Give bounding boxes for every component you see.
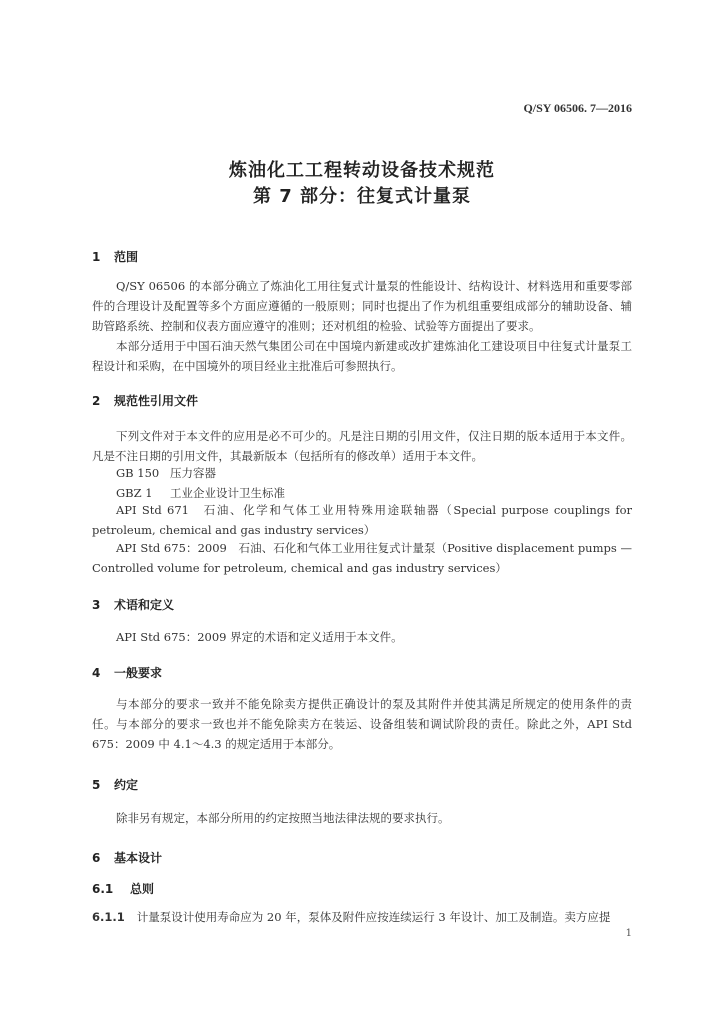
- document-title: 炼油化工工程转动设备技术规范: [229, 160, 495, 181]
- section-heading-3: [92, 596, 174, 613]
- section-title: 基本设计: [114, 851, 163, 865]
- section-title: 术语和定义: [114, 598, 175, 612]
- section-heading-2: [92, 392, 198, 409]
- section-number: 2: [92, 394, 101, 408]
- paragraph: 本部分适用于中国石油天然气集团公司在中国境内新建或改扩建炼油化工建设项目中往复式计量泵工程设计和采购，在中国境外的项目经业主批准后可参照执行。: [92, 339, 632, 373]
- section-title: 总则: [130, 882, 155, 896]
- reference-code: GBZ 1: [116, 486, 153, 500]
- clause-6-1-1: [92, 909, 632, 925]
- section-number: 6.1: [92, 882, 114, 896]
- section-number: 1: [92, 250, 101, 264]
- section-title: 约定: [114, 778, 139, 792]
- section-title: 规范性引用文件: [114, 394, 199, 408]
- section-number: 5: [92, 778, 101, 792]
- reference-item: API Std 675：2009 石油、石化和气体工业用往复式计量泵（Positive displacement pumps — Controlled volume for petroleum, chemical and gas industry services）: [92, 541, 632, 575]
- page-number: 1: [625, 928, 632, 939]
- standard-code: Q/SY 06506. 7—2016: [523, 101, 632, 115]
- subsection-heading-6-1: [92, 880, 154, 897]
- clause-text: 计量泵设计使用寿命应为 20 年，泵体及附件应按连续运行 3 年设计、加工及制造。卖方应提: [136, 910, 611, 924]
- paragraph: 下列文件对于本文件的应用是必不可少的。凡是注日期的引用文件，仅注日期的版本适用于本文件。凡是不注日期的引用文件，其最新版本（包括所有的修改单）适用于本文件。: [92, 429, 632, 463]
- section-number: 3: [92, 598, 101, 612]
- paragraph: 除非另有规定，本部分所用的约定按照当地法律法规的要求执行。: [116, 811, 450, 825]
- section-heading-6: [92, 849, 162, 866]
- reference-title: 工业企业设计卫生标准: [170, 486, 285, 500]
- section-title: 一般要求: [114, 666, 163, 680]
- section-number: 6: [92, 851, 101, 865]
- section-title: 范围: [114, 250, 139, 264]
- section-heading-1: [92, 248, 138, 265]
- reference-item: [116, 485, 285, 501]
- reference-item: API Std 671 石油、化学和气体工业用特殊用途联轴器（Special purpose couplings for petroleum, chemical and gas industry services）: [92, 503, 632, 537]
- reference-item: [116, 465, 216, 481]
- section-heading-5: [92, 776, 138, 793]
- section-heading-4: [92, 664, 162, 681]
- document-subtitle: 第 7 部分：往复式计量泵: [252, 186, 472, 207]
- paragraph: API Std 675：2009 界定的术语和定义适用于本文件。: [116, 630, 403, 644]
- reference-title: 压力容器: [170, 466, 216, 480]
- reference-code: GB 150: [116, 466, 160, 480]
- paragraph: 与本部分的要求一致并不能免除卖方提供正确设计的泵及其附件并使其满足所规定的使用条件的责任。与本部分的要求一致也并不能免除卖方在装运、设备组装和调试阶段的责任。除此之外，API Std 675：2009 中 4.1～4.3 的规定适用于本部分。: [92, 697, 632, 751]
- section-number: 4: [92, 666, 101, 680]
- clause-number: 6.1.1: [92, 910, 125, 924]
- paragraph: Q/SY 06506 的本部分确立了炼油化工用往复式计量泵的性能设计、结构设计、材料选用和重要零部件的合理设计及配置等多个方面应遵循的一般原则；同时也提出了作为机组重要组成部分的辅助设备、辅助管路系统、控制和仪表方面应遵守的准则；还对机组的检验、试验等方面提出了要求。: [92, 279, 632, 333]
